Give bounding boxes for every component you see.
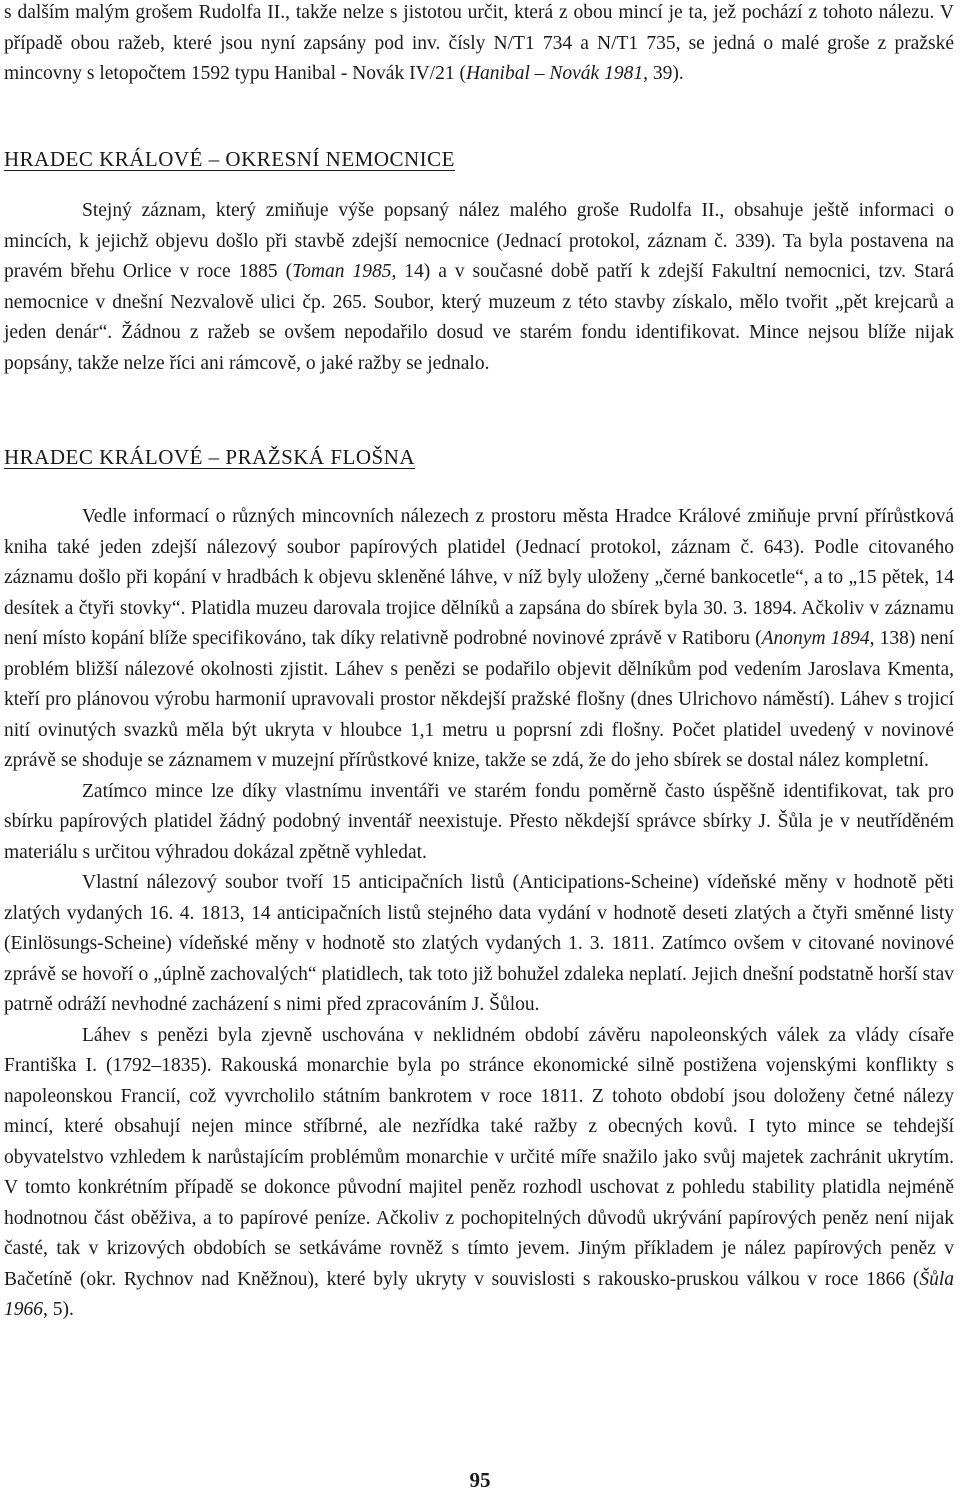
section2-p4-citation: Šůla 1966	[4, 1268, 954, 1320]
section2-paragraph-4	[4, 1021, 954, 1326]
section2-paragraph-2: Zatímco mince lze díky vlastnímu inventáři ve starém fondu poměrně často úspěšně identifikovat, tak pro sbírku papírových platidel žádný podobný inventář neexistuje. Přesto někdejší správce sbírky J. Šůla je v neutříděném materiálu s určitou výhradou dokázal zpětně vyhledat.	[4, 780, 954, 863]
section-heading-okresni-nemocnice: HRADEC KRÁLOVÉ – OKRESNÍ NEMOCNICE	[4, 147, 455, 171]
intro-text-end: , 39).	[643, 63, 684, 84]
section2-body	[4, 502, 954, 1326]
section2-p1-text-end: , 138) není problém bližší nálezové okolnosti zjistit. Láhev s penězi se podařilo objevit dělníkům pod vedením Jaroslava Kmenta, kteří pro plánovou výrobu harmonií upravovali prostor někdejší pražské flošny (dnes Ulrichovo náměstí). Láhev s trojicí nití ovinutých svazků měla být ukryta v hloubce 1,1 metru u poprsní zdi flošny. Počet platidel uvedený v novinové zprávě se shoduje se záznamem v muzejní přírůstkové knize, takže se zdá, že do jeho sbírek se dostal nález kompletní.	[4, 628, 954, 771]
section2-p1-citation: Anonym 1894	[761, 628, 870, 649]
page-number: 95	[469, 1468, 491, 1492]
section2-p4-text: Láhev s penězi byla zjevně uschována v neklidném období závěru napoleonských válek za vlády císaře Františka I. (1792–1835). Rakouská monarchie byla po stránce ekonomické silně postižena vojenskými konflikty s napoleonskou Francií, což vyvrcholilo státním bankrotem v roce 1811. Z tohoto období jsou doloženy četné nálezy mincí, které obsahují nejen mince stříbrné, ale nezřídka také ražby z obecných kovů. I tyto mince se tehdejší obyvatelstvo vzhledem k narůstajícím problémům monarchie v určité míře snažilo jako svůj majetek zachránit ukrytím. V tomto konkrétním případě se dokonce původní majitel peněz rozhodl uschovat z pohledu stability platidla nejméně hodnotnou část oběživa, a to papírové peníze. Ačkoliv z pochopitelných důvodů ukrývání papírových peněz není nijak časté, tak v krizových obdobích se setkáváme rovněž s tímto jevem. Jiným příkladem je nález papírových peněz v Bačetíně (okr. Rychnov nad Kněžnou), které byly ukryty v souvislosti s rakousko-pruskou válkou v roce 1866 (	[4, 1024, 954, 1290]
section2-paragraph-3: Vlastní nálezový soubor tvoří 15 anticipačních listů (Anticipations-Scheine) vídeňské měny v hodnotě pěti zlatých vydaných 16. 4. 1813, 14 anticipačních listů stejného data vydání v hodnotě deseti zlatých a čtyři směnné listy (Einlösungs-Scheine) vídeňské měny v hodnotě sto zlatých vydaných 1. 3. 1811. Zatímco ovšem v citované novinové zprávě se hovoří o „úplně zachovalých“ platidlech, tak toto již bohužel zdaleka neplatí. Jejich dnešní podstatně horší stav patrně odráží nevhodné zacházení s nimi před zpracováním J. Šůlou.	[4, 872, 954, 1015]
intro-citation: Hanibal – Novák 1981	[465, 63, 644, 84]
section2-paragraph-1	[4, 502, 954, 777]
intro-paragraph	[4, 0, 954, 90]
section1-text-end: , 14) a v současné době patří k zdejší Fakultní nemocnici, tzv. Stará nemocnice v dnešní Nezvalově ulici čp. 265. Soubor, který muzeum z této stavby získalo, mělo tvořit „pět krejcarů a jeden denár“. Žádnou z ražeb se ovšem nepodařilo dosud ve starém fondu identifikovat. Mince nejsou blíže nijak popsány, takže nelze říci ani rámcově, o jaké ražby se jednalo.	[4, 261, 955, 374]
section1-paragraph	[4, 196, 954, 379]
section1-text: Stejný záznam, který zmiňuje výše popsaný nález malého groše Rudolfa II., obsahuje ještě informaci o mincích, k jejichž objevu došlo při stavbě zdejší nemocnice (Jednací protokol, záznam č. 339). Ta byla postavena na pravém břehu Orlice v roce 1885 (	[4, 200, 954, 282]
section-heading-prazska-flosna: HRADEC KRÁLOVÉ – PRAŽSKÁ FLOŠNA	[4, 445, 416, 469]
section1-citation: Toman 1985	[292, 261, 392, 282]
section2-p4-text-end: , 5).	[43, 1299, 74, 1320]
section2-p1-text: Vedle informací o různých mincovních nálezech z prostoru města Hradce Králové zmiňuje první přírůstková kniha také jeden zdejší nálezový soubor papírových platidel (Jednací protokol, záznam č. 643). Podle citovaného záznamu došlo při kopání v hradbách k objevu skleněné láhve, v níž byly uloženy „černé bankocetle“, a to „15 pětek, 14 desítek a čtyři stovky“. Platidla muzeu darovala trojice dělníků a zapsána do sbírek byla 30. 3. 1894. Ačkoliv v záznamu není místo kopání blíže specifikováno, tak díky relativně podrobné novinové zprávě v Ratiboru (	[4, 506, 954, 649]
intro-text: s dalším malým grošem Rudolfa II., takže nelze s jistotou určit, která z obou mincí je ta, jež pochází z tohoto nálezu. V případě obou ražeb, které jsou nyní zapsány pod inv. čísly N/T1 734 a N/T1 735, se jedná o malé groše z pražské mincovny s letopočtem 1592 typu Hanibal - Novák IV/21 (	[4, 2, 954, 84]
